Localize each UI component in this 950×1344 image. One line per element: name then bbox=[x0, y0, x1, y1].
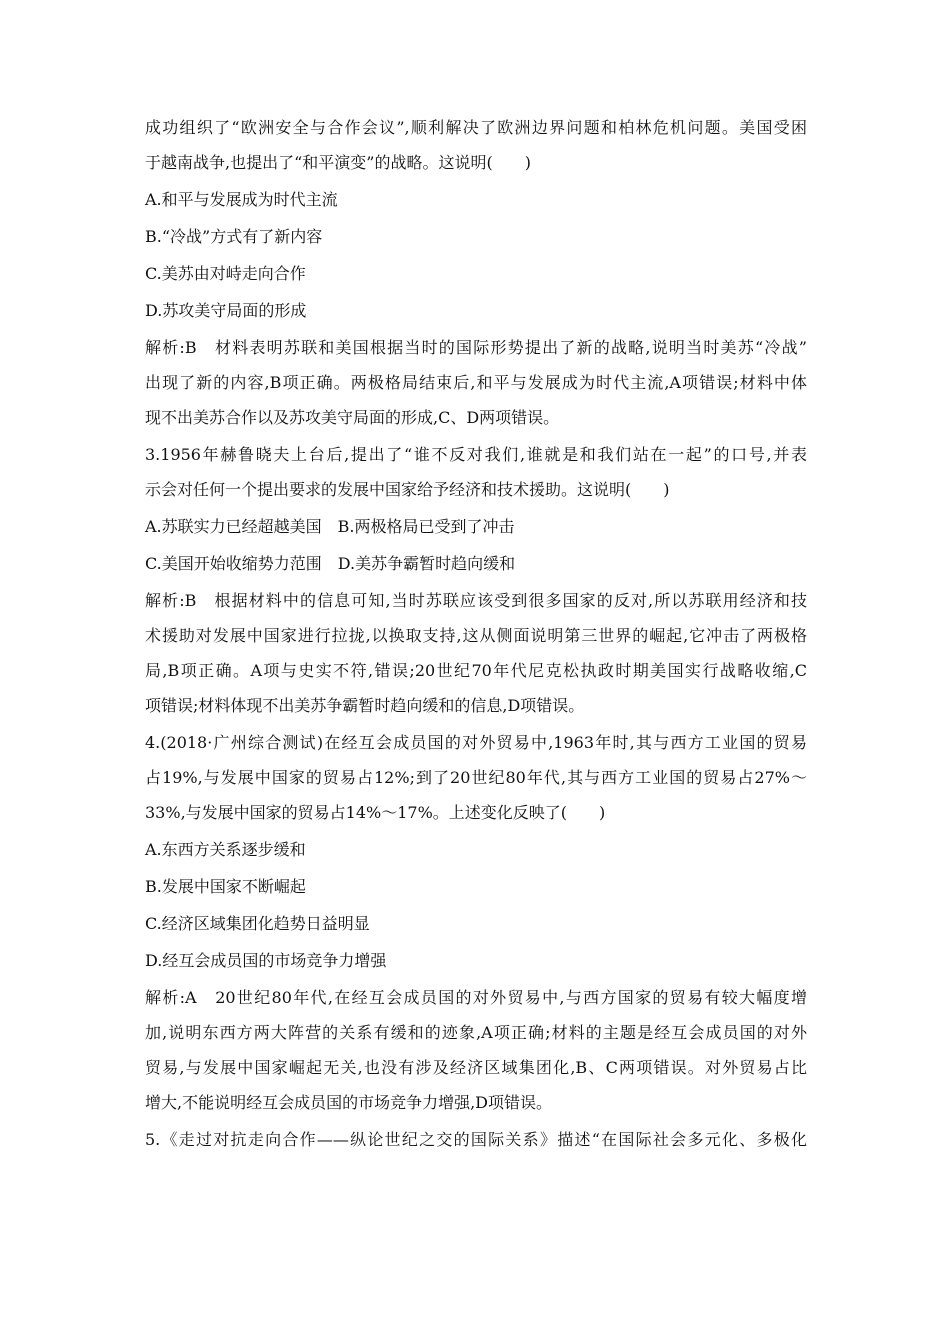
document-body bbox=[145, 118, 807, 1150]
question-4-option-d: D.经互会成员国的市场竞争力增强 bbox=[145, 951, 387, 970]
question-3-analysis-line-1: 解析:B 根据材料中的信息可知,当时苏联应该受到很多国家的反对,所以苏联用经济和技 bbox=[145, 591, 807, 610]
question-2-option-b: B.“冷战”方式有了新内容 bbox=[145, 227, 323, 246]
question-3-analysis-line-4: 项错误;材料体现不出美苏争霸暂时趋向缓和的信息,D项错误。 bbox=[145, 696, 585, 715]
question-3-stem-line-1: 3.1956年赫鲁晓夫上台后,提出了“谁不反对我们,谁就是和我们站在一起”的口号,并表 bbox=[145, 445, 807, 464]
question-4-option-a: A.东西方关系逐步缓和 bbox=[145, 840, 306, 859]
question-4-option-c: C.经济区域集团化趋势日益明显 bbox=[145, 914, 370, 933]
question-4-stem-line-2: 占19%,与发展中国家的贸易占12%;到了20世纪80年代,其与西方工业国的贸易占27%～ bbox=[145, 768, 807, 787]
question-5 bbox=[145, 1130, 807, 1150]
question-2-option-d: D.苏攻美守局面的形成 bbox=[145, 301, 307, 320]
question-3-options-row-2: C.美国开始收缩势力范围 D.美苏争霸暂时趋向缓和 bbox=[145, 554, 516, 573]
question-4-option-b: B.发展中国家不断崛起 bbox=[145, 877, 306, 896]
question-2-stem-line-1: 成功组织了“欧洲安全与合作会议”,顺利解决了欧洲边界问题和柏林危机问题。美国受困 bbox=[145, 118, 807, 137]
question-3-analysis-line-3: 局,B项正确。A项与史实不符,错误;20世纪70年代尼克松执政时期美国实行战略收缩,C bbox=[145, 661, 807, 680]
question-4-analysis-line-2: 加,说明东西方两大阵营的关系有缓和的迹象,A项正确;材料的主题是经互会成员国的对外 bbox=[145, 1023, 807, 1042]
question-3-options-row-1: A.苏联实力已经超越美国 B.两极格局已受到了冲击 bbox=[145, 517, 515, 536]
question-4-analysis-line-3: 贸易,与发展中国家崛起无关,也没有涉及经济区域集团化,B、C两项错误。对外贸易占比 bbox=[145, 1058, 807, 1077]
question-2-option-a: A.和平与发展成为时代主流 bbox=[145, 190, 338, 209]
question-4-stem-line-3: 33%,与发展中国家的贸易占14%～17%。上述变化反映了( ) bbox=[145, 803, 606, 822]
question-2 bbox=[145, 118, 807, 428]
question-3-stem-line-2: 示会对任何一个提出要求的发展中国家给予经济和技术援助。这说明( ) bbox=[145, 480, 670, 499]
question-3 bbox=[145, 445, 807, 716]
question-3-analysis-line-2: 术援助对发展中国家进行拉拢,以换取支持,这从侧面说明第三世界的崛起,它冲击了两极格 bbox=[145, 626, 807, 645]
question-5-stem-line-1: 5.《走过对抗走向合作——纵论世纪之交的国际关系》描述“在国际社会多元化、多极化 bbox=[145, 1130, 807, 1149]
question-2-analysis-line-3: 现不出美苏合作以及苏攻美守局面的形成,C、D两项错误。 bbox=[145, 408, 560, 427]
question-4-stem-line-1: 4.(2018·广州综合测试)在经互会成员国的对外贸易中,1963年时,其与西方工业国的贸易 bbox=[145, 733, 807, 752]
question-4-analysis-line-1: 解析:A 20世纪80年代,在经互会成员国的对外贸易中,与西方国家的贸易有较大幅度增 bbox=[145, 988, 807, 1007]
question-2-option-c: C.美苏由对峙走向合作 bbox=[145, 264, 306, 283]
question-2-stem-line-2: 于越南战争,也提出了“和平演变”的战略。这说明( ) bbox=[145, 153, 531, 172]
question-4 bbox=[145, 733, 807, 1113]
question-2-analysis-line-1: 解析:B 材料表明苏联和美国根据当时的国际形势提出了新的战略,说明当时美苏“冷战” bbox=[145, 338, 807, 357]
question-2-analysis-line-2: 出现了新的内容,B项正确。两极格局结束后,和平与发展成为时代主流,A项错误;材料中体 bbox=[145, 373, 807, 392]
question-4-analysis-line-4: 增大,不能说明经互会成员国的市场竞争力增强,D项错误。 bbox=[145, 1093, 553, 1112]
